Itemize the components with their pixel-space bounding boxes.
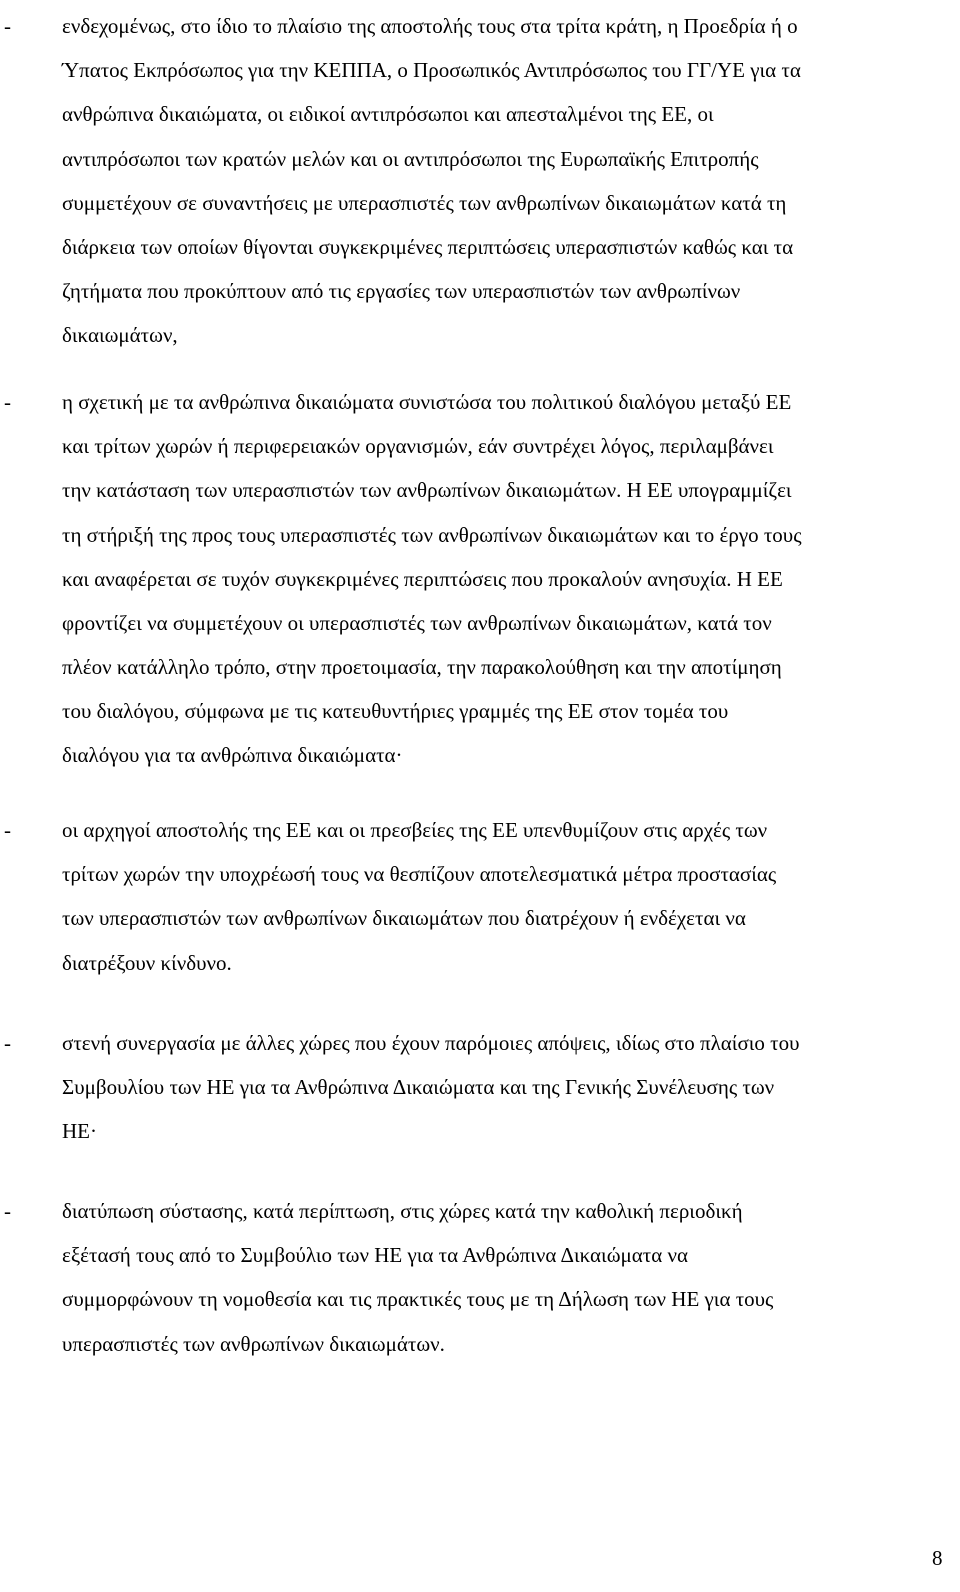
- text-line: ενδεχομένως, στο ίδιο το πλαίσιο της αποστολής τους στα τρίτα κράτη, η Προεδρία ή ο: [62, 14, 798, 38]
- list-dash: -: [4, 14, 11, 38]
- text-line: των υπερασπιστών των ανθρωπίνων δικαιωμάτων που διατρέχουν ή ενδέχεται να: [62, 906, 746, 930]
- list-dash: -: [4, 1199, 11, 1223]
- text-line: ΗΕ·: [62, 1119, 97, 1143]
- text-line: του διαλόγου, σύμφωνα με τις κατευθυντήριες γραμμές της ΕΕ στον τομέα του: [62, 699, 729, 723]
- text-line: οι αρχηγοί αποστολής της ΕΕ και οι πρεσβείες της ΕΕ υπενθυμίζουν στις αρχές των: [62, 818, 768, 842]
- text-line: και αναφέρεται σε τυχόν συγκεκριμένες περιπτώσεις που προκαλούν ανησυχία. Η ΕΕ: [62, 567, 783, 591]
- text-line: εξέτασή τους από το Συμβούλιο των ΗΕ για τα Ανθρώπινα Δικαιώματα να: [62, 1243, 688, 1267]
- list-dash: -: [4, 1031, 11, 1055]
- text-line: Ύπατος Εκπρόσωπος για την ΚΕΠΠΑ, ο Προσωπικός Αντιπρόσωπος του ΓΓ/ΥΕ για τα: [62, 58, 801, 82]
- text-line: διάρκεια των οποίων θίγονται συγκεκριμένες περιπτώσεις υπερασπιστών καθώς και τα: [62, 235, 794, 259]
- text-line: αντιπρόσωποι των κρατών μελών και οι αντιπρόσωποι της Ευρωπαϊκής Επιτροπής: [62, 147, 759, 171]
- text-line: συμμορφώνουν τη νομοθεσία και τις πρακτικές τους με τη Δήλωση των ΗΕ για τους: [62, 1287, 774, 1311]
- text-line: ζητήματα που προκύπτουν από τις εργασίες των υπερασπιστών των ανθρωπίνων: [62, 279, 741, 303]
- text-line: τρίτων χωρών την υποχρέωσή τους να θεσπίζουν αποτελεσματικά μέτρα προστασίας: [62, 862, 777, 886]
- text-line: η σχετική με τα ανθρώπινα δικαιώματα συνιστώσα του πολιτικού διαλόγου μεταξύ ΕΕ: [62, 390, 792, 414]
- text-line: φροντίζει να συμμετέχουν οι υπερασπιστές των ανθρωπίνων δικαιωμάτων, κατά τον: [62, 611, 772, 635]
- text-line: διατύπωση σύστασης, κατά περίπτωση, στις χώρες κατά την καθολική περιοδική: [62, 1199, 743, 1223]
- text-line: υπερασπιστές των ανθρωπίνων δικαιωμάτων.: [62, 1332, 445, 1356]
- text-line: συμμετέχουν σε συναντήσεις με υπερασπιστές των ανθρωπίνων δικαιωμάτων κατά τη: [62, 191, 787, 215]
- text-line: και τρίτων χωρών ή περιφερειακών οργανισμών, εάν συντρέχει λόγος, περιλαμβάνει: [62, 434, 774, 458]
- text-line: Συμβουλίου των ΗΕ για τα Ανθρώπινα Δικαιώματα και της Γενικής Συνέλευσης των: [62, 1075, 775, 1099]
- text-line: δικαιωμάτων,: [62, 323, 178, 347]
- list-dash: -: [4, 818, 11, 842]
- text-line: ανθρώπινα δικαιώματα, οι ειδικοί αντιπρόσωποι και απεσταλμένοι της ΕΕ, οι: [62, 102, 714, 126]
- list-dash: -: [4, 390, 11, 414]
- text-line: την κατάσταση των υπερασπιστών των ανθρωπίνων δικαιωμάτων. Η ΕΕ υπογραμμίζει: [62, 478, 792, 502]
- text-line: στενή συνεργασία με άλλες χώρες που έχουν παρόμοιες απόψεις, ιδίως στο πλαίσιο του: [62, 1031, 800, 1055]
- text-line: διατρέξουν κίνδυνο.: [62, 951, 232, 975]
- text-line: τη στήριξή της προς τους υπερασπιστές των ανθρωπίνων δικαιωμάτων και το έργο τους: [62, 523, 802, 547]
- page-number: 8: [932, 1546, 943, 1570]
- text-line: διαλόγου για τα ανθρώπινα δικαιώματα·: [62, 743, 403, 767]
- text-line: πλέον κατάλληλο τρόπο, στην προετοιμασία, την παρακολούθηση και την αποτίμηση: [62, 655, 782, 679]
